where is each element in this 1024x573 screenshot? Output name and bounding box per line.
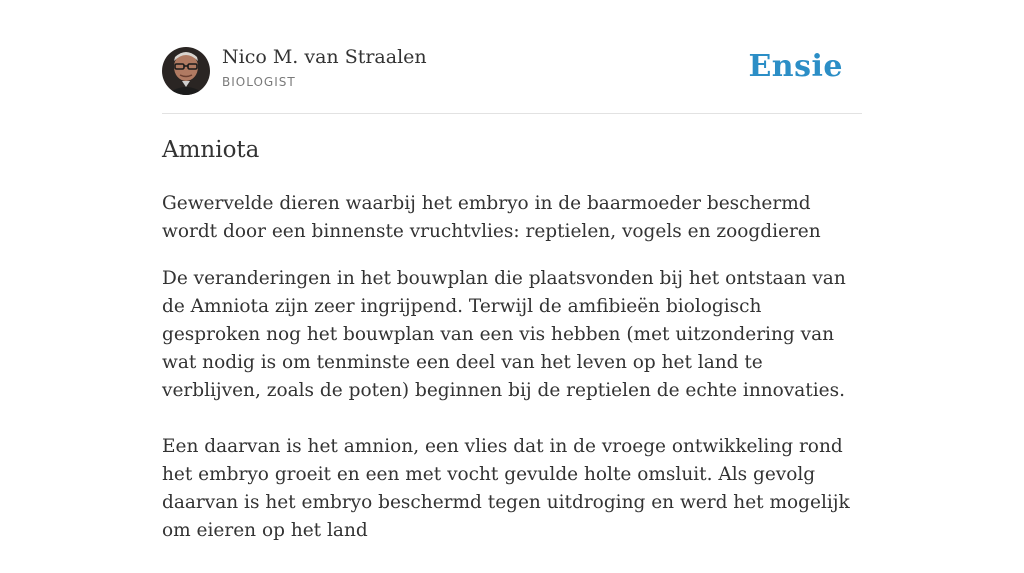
author-name[interactable]: Nico M. van Straalen <box>222 46 427 68</box>
article-body <box>162 265 862 573</box>
ensie-logo[interactable]: Ensie <box>748 49 843 84</box>
article-header <box>162 40 862 114</box>
article-paragraph: De veranderingen in het bouwplan die plaatsvonden bij het ontstaan van de Amniota zijn zeer ingrijpend. Terwijl de amfibieën biologisch gesproken nog het bouwplan van een vis hebben (met uitzondering van wat nodig is om tenminste een deel van het leven op het land te verblijven, zoals de poten) beginnen bij de reptielen de echte innovaties. <box>162 268 846 401</box>
article-paragraph: Een daarvan is het amnion, een vlies dat in de vroege ontwikkeling rond het embryo groeit en een met vocht gevulde holte omsluit. Als gevolg daarvan is het embryo beschermd tegen uitdroging en werd het mogelijk om eieren op het land <box>162 436 850 541</box>
author-avatar[interactable] <box>162 47 210 95</box>
author-photo <box>162 47 210 95</box>
article-title: Amniota <box>162 137 260 163</box>
article-summary: Gewervelde dieren waarbij het embryo in de baarmoeder beschermd wordt door een binnenste vruchtvlies: reptielen, vogels en zoogdieren <box>162 193 821 242</box>
author-role: BIOLOGIST <box>222 75 296 89</box>
